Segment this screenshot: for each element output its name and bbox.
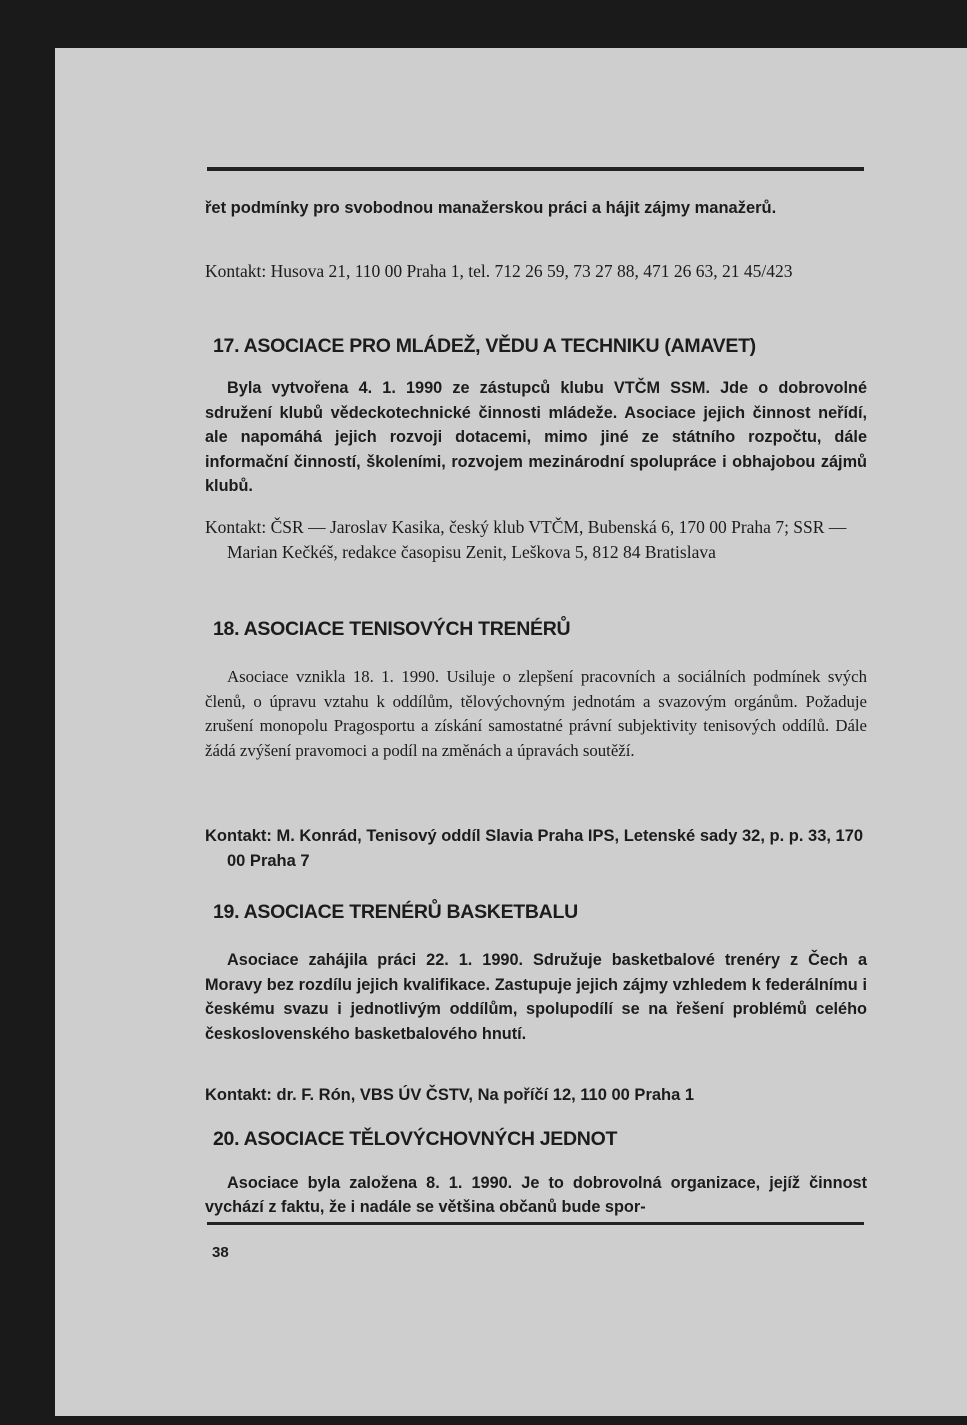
intro-paragraph: řet podmínky pro svobodnou manažerskou práci a hájit zájmy manažerů. — [205, 199, 777, 217]
page-content — [205, 196, 867, 1220]
intro-contact: Kontakt: Husova 21, 110 00 Praha 1, tel. 712 26 59, 73 27 88, 471 26 63, 21 45/423 — [205, 261, 793, 281]
section-20-body: Asociace byla založena 8. 1. 1990. Je to dobrovolná organizace, jejíž činnost vychází z faktu, že i nadále se většina občanů bude spor- — [205, 1173, 867, 1216]
section-19-body: Asociace zahájila práci 22. 1. 1990. Sdružuje basketbalové trenéry z Čech a Moravy bez rozdílu jejich kvalifikace. Zastupuje jejich zájmy vzhledem k federálnímu i českému svazu i jednotlivým oddílům, spolupodílí se na řešení problémů celého československého basketbalového hnutí. — [205, 951, 867, 1043]
top-rule — [207, 167, 864, 171]
bottom-rule — [207, 1222, 864, 1225]
section-17-heading: 17. ASOCIACE PRO MLÁDEŽ, VĚDU A TECHNIKU (AMAVET) — [213, 335, 756, 357]
section-20-heading: 20. ASOCIACE TĚLOVÝCHOVNÝCH JEDNOT — [213, 1127, 618, 1150]
section-18-contact: Kontakt: M. Konrád, Tenisový oddíl Slavia Praha IPS, Letenské sady 32, p. p. 33, 170 00 Praha 7 — [205, 827, 864, 870]
section-18-body: Asociace vznikla 18. 1. 1990. Usiluje o zlepšení pracovních a sociálních podmínek svých členů, o úpravu vztahu k oddílům, tělovýchovným jednotám a svazovým orgánům. Požaduje zrušení monopolu Pragosportu a získání samostatné právní subjektivity tenisových oddílů. Dále žádá zvýšení pravomoci a podíl na změnách a úpravách soutěží. — [205, 667, 867, 760]
section-17-contact: Kontakt: ČSR — Jaroslav Kasika, český klub VTČM, Bubenská 6, 170 00 Praha 7; SSR — Marian Kečkéš, redakce časopisu Zenit, Leškova 5, 812 84 Bratislava — [205, 517, 847, 562]
page-number: 38 — [212, 1244, 229, 1261]
section-19-contact: Kontakt: dr. F. Rón, VBS ÚV ČSTV, Na poříčí 12, 110 00 Praha 1 — [205, 1086, 695, 1104]
section-19-heading: 19. ASOCIACE TRENÉRŮ BASKETBALU — [213, 901, 578, 923]
section-18-heading: 18. ASOCIACE TENISOVÝCH TRENÉRŮ — [213, 618, 571, 640]
section-17-body: Byla vytvořena 4. 1. 1990 ze zástupců klubu VTČM SSM. Jde o dobrovolné sdružení klubů vědeckotechnické činnosti mládeže. Asociace jejich činnost neřídí, ale napomáhá jejich rozvoji dotacemi, mimo jiné ze státního rozpočtu, dále informační činností, školeními, rozvojem mezinárodní spolupráce i obhajobou zájmů klubů. — [205, 379, 867, 495]
